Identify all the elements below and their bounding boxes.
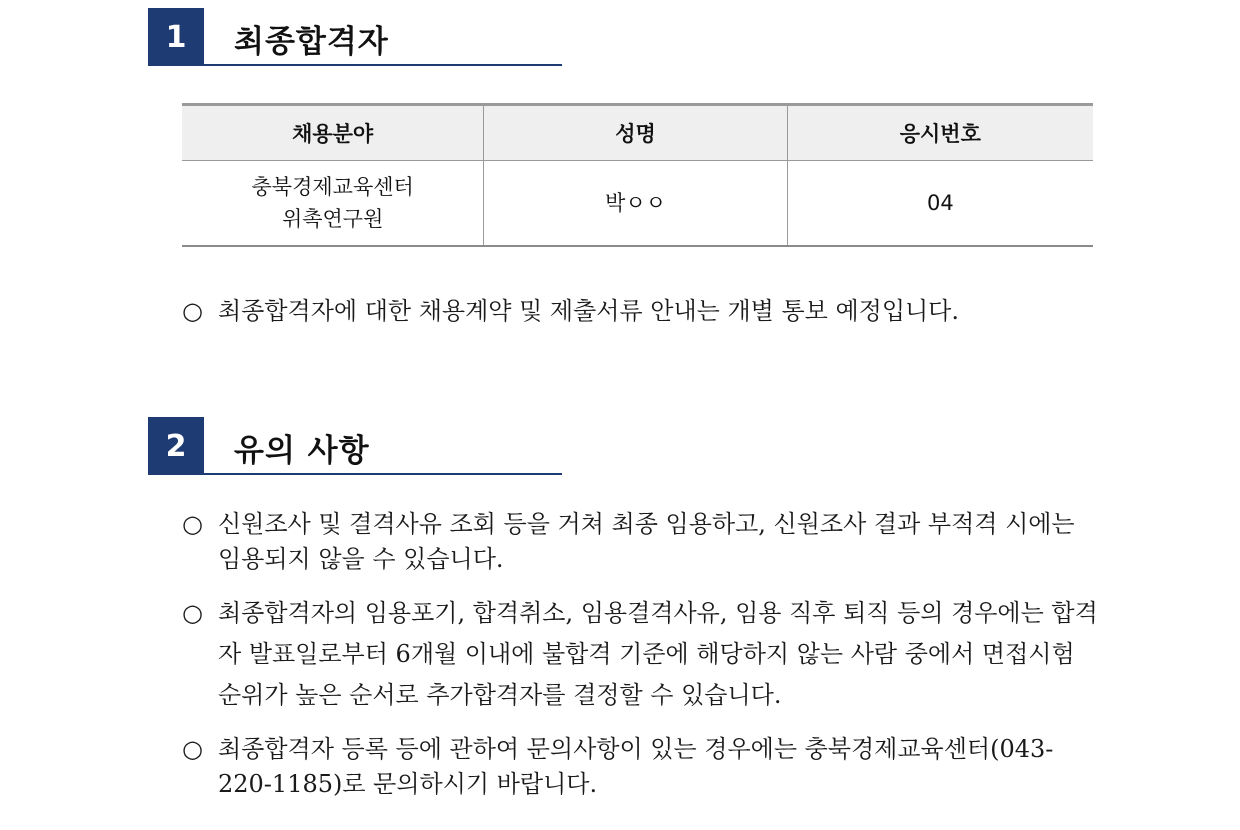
final-result-table (182, 103, 1093, 247)
section-1-number: 1 (148, 8, 204, 66)
section-2-number: 2 (148, 417, 204, 475)
caution-item (182, 507, 1102, 577)
table-row (182, 161, 1093, 247)
section-2-heading (148, 417, 562, 475)
section-1-heading (148, 8, 562, 66)
header-field: 채용분야 (182, 105, 484, 161)
note-text: 최종합격자에 대한 채용계약 및 제출서류 안내는 개별 통보 예정입니다. (218, 297, 959, 325)
bullet-icon: ○ (182, 510, 203, 538)
bullet-icon: ○ (182, 297, 203, 325)
caution-text: 최종합격자 등록 등에 관하여 문의사항이 있는 경우에는 충북경제교육센터(043-220-1185)로 문의하시기 바랍니다. (218, 735, 1054, 798)
caution-item (182, 593, 1102, 716)
cell-exam-number: 04 (787, 161, 1093, 247)
section-2-underline (204, 473, 562, 475)
section-1-note (182, 294, 1102, 328)
section-1-title: 최종합격자 (234, 24, 389, 60)
cell-field: 충북경제교육센터 위촉연구원 (182, 161, 484, 247)
header-name: 성명 (484, 105, 787, 161)
caution-text: 최종합격자의 임용포기, 합격취소, 임용결격사유, 임용 직후 퇴직 등의 경우에는 합격자 발표일로부터 6개월 이내에 불합격 기준에 해당하지 않는 사람 중에서 면접시험 순위가 높은 순서로 추가합격자를 결정할 수 있습니다. (218, 599, 1098, 709)
table-header-row (182, 105, 1093, 161)
caution-text: 신원조사 및 결격사유 조회 등을 거쳐 최종 임용하고, 신원조사 결과 부적격 시에는 임용되지 않을 수 있습니다. (218, 510, 1075, 573)
bullet-icon: ○ (182, 735, 203, 763)
cell-name: 박ㅇㅇ (484, 161, 787, 247)
header-exam-number: 응시번호 (787, 105, 1093, 161)
section-1-underline (204, 64, 562, 66)
section-2-title: 유의 사항 (234, 433, 370, 469)
caution-item (182, 732, 1102, 802)
bullet-icon: ○ (182, 599, 203, 627)
